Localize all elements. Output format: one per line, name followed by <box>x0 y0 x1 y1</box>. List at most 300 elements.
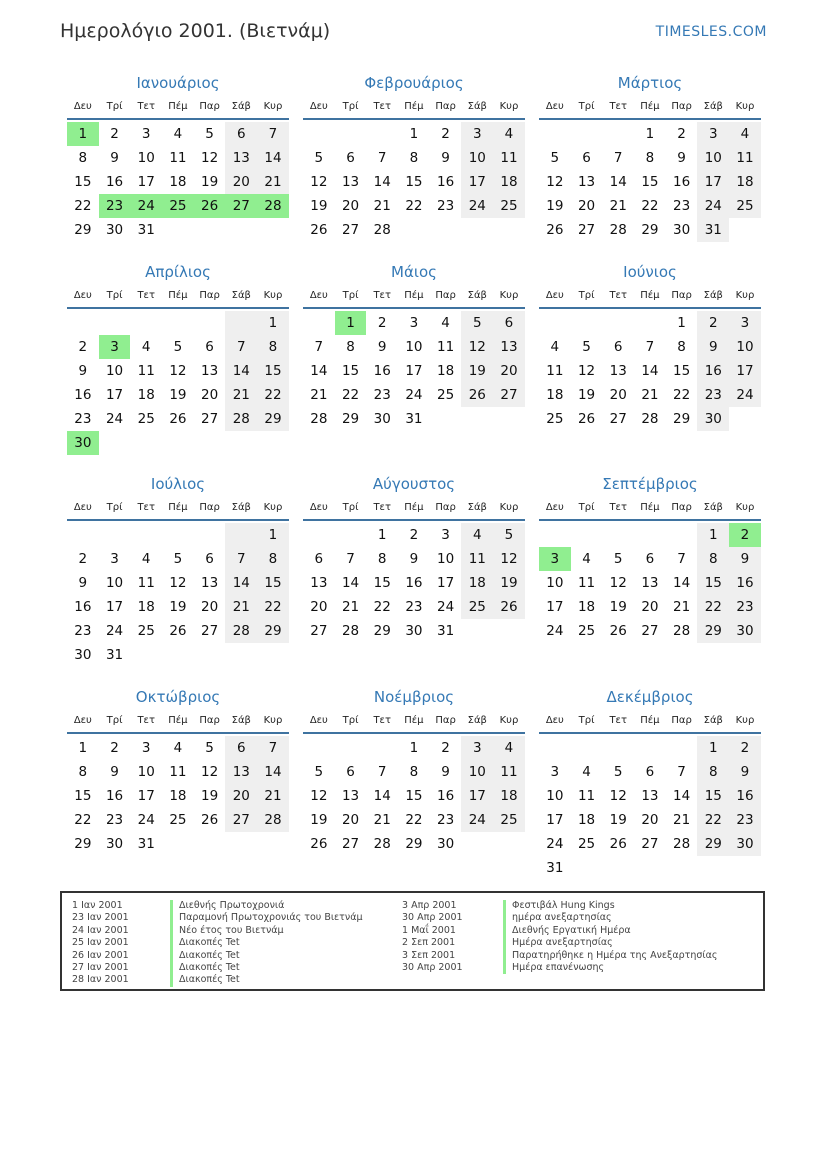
day-cell: 18 <box>169 788 187 804</box>
weekday-label: Κυρ <box>499 101 519 112</box>
weekday-label: Τετ <box>373 101 391 112</box>
weekday-header <box>67 496 289 521</box>
day-cell: 14 <box>373 788 391 804</box>
day-cell: 30 <box>105 222 124 238</box>
weekday-label: Τρί <box>342 290 359 301</box>
day-cell: 14 <box>373 174 391 190</box>
day-cell: 16 <box>373 363 391 379</box>
day-cell: 23 <box>74 623 92 639</box>
day-cell: 26 <box>461 383 493 407</box>
day-cell: 5 <box>613 764 623 780</box>
day-cell: 21 <box>609 198 627 214</box>
holiday-day-cell: 26 <box>194 194 226 218</box>
weekday-label: Παρ <box>199 715 220 726</box>
day-cell: 17 <box>461 784 493 808</box>
legend-holiday-name: Παραμονή Πρωτοχρονιάς του Βιετνάμ <box>170 912 363 924</box>
day-cell: 2 <box>441 740 450 756</box>
empty-day-cell <box>493 832 525 856</box>
empty-day-cell <box>194 431 226 455</box>
empty-day-cell <box>225 218 257 242</box>
day-cell: 24 <box>461 808 493 832</box>
empty-day-cell <box>257 431 289 455</box>
day-cell: 8 <box>697 547 729 571</box>
legend-holiday-name: Διεθνής Πρωτοχρονιά <box>170 900 363 912</box>
day-cell: 27 <box>609 411 627 427</box>
weekday-label: Πέμ <box>640 290 660 301</box>
legend-holiday-name: Διακοπές Tet <box>170 962 363 974</box>
day-cell: 6 <box>346 764 355 780</box>
day-cell: 9 <box>441 150 450 166</box>
day-cell: 11 <box>493 146 525 170</box>
day-cell: 21 <box>641 387 659 403</box>
day-cell: 7 <box>257 736 289 760</box>
day-cell: 28 <box>673 623 691 639</box>
day-cell: 19 <box>493 571 525 595</box>
day-cell: 31 <box>137 222 155 238</box>
day-cell: 4 <box>173 740 183 756</box>
day-cell: 9 <box>78 575 88 591</box>
weekday-label: Παρ <box>435 715 456 726</box>
day-cell: 9 <box>110 764 119 780</box>
empty-day-cell <box>430 407 462 431</box>
day-cell: 10 <box>546 788 564 804</box>
empty-day-cell <box>602 523 634 547</box>
day-cell: 14 <box>609 174 627 190</box>
day-cell: 4 <box>441 315 450 331</box>
day-cell: 17 <box>546 599 564 615</box>
day-cell: 10 <box>137 764 155 780</box>
day-cell: 16 <box>729 571 761 595</box>
day-cell: 6 <box>493 311 525 335</box>
day-cell: 20 <box>201 387 219 403</box>
day-cell: 3 <box>729 311 761 335</box>
weekday-label: Δευ <box>73 715 92 726</box>
month-name: Ιούνιος <box>623 263 677 281</box>
weekday-header <box>303 284 525 309</box>
day-cell: 23 <box>373 387 391 403</box>
day-cell: 6 <box>645 551 655 567</box>
empty-day-cell <box>335 122 367 146</box>
day-cell: 29 <box>697 832 729 856</box>
day-cell: 3 <box>461 122 493 146</box>
day-cell: 6 <box>582 150 591 166</box>
day-cell: 15 <box>405 788 423 804</box>
weekday-label: Σάβ <box>231 502 251 513</box>
day-cell: 2 <box>729 736 761 760</box>
day-cell: 28 <box>641 411 659 427</box>
day-cell: 2 <box>78 339 88 355</box>
day-cell: 1 <box>78 740 88 756</box>
day-cell: 13 <box>577 174 596 190</box>
month-block <box>67 71 289 242</box>
legend-holiday-name: Διακοπές Tet <box>170 950 363 962</box>
weekday-label: Παρ <box>671 101 692 112</box>
day-cell: 21 <box>257 784 289 808</box>
weekday-label: Δευ <box>73 502 92 513</box>
day-grid <box>303 122 525 242</box>
legend-right-names <box>503 900 717 974</box>
month-block <box>303 472 525 643</box>
day-cell: 5 <box>205 126 214 142</box>
day-cell: 14 <box>673 575 691 591</box>
day-cell: 20 <box>310 599 328 615</box>
holiday-day-cell: 27 <box>225 194 257 218</box>
day-cell: 29 <box>74 836 92 852</box>
day-cell: 23 <box>697 383 729 407</box>
month-block <box>539 472 761 643</box>
weekday-label: Δευ <box>309 101 328 112</box>
day-cell: 21 <box>225 383 257 407</box>
weekday-label: Πέμ <box>168 290 188 301</box>
holiday-day-cell: 2 <box>729 523 761 547</box>
weekday-label: Κυρ <box>263 290 283 301</box>
day-cell: 2 <box>110 126 119 142</box>
weekday-label: Παρ <box>435 101 456 112</box>
empty-day-cell <box>303 736 335 760</box>
weekday-label: Παρ <box>671 715 692 726</box>
month-block <box>303 260 525 431</box>
weekday-label: Τρί <box>578 715 595 726</box>
day-cell: 23 <box>437 198 455 214</box>
day-cell: 7 <box>377 764 387 780</box>
weekday-label: Τετ <box>373 715 391 726</box>
day-cell: 3 <box>141 126 151 142</box>
day-cell: 3 <box>550 764 560 780</box>
month-name: Αύγουστος <box>372 475 456 493</box>
empty-day-cell <box>602 856 634 880</box>
day-cell: 8 <box>78 150 88 166</box>
holiday-legend <box>60 891 765 991</box>
weekday-label: Δευ <box>73 101 92 112</box>
weekday-label: Παρ <box>199 101 220 112</box>
day-cell: 15 <box>697 784 729 808</box>
weekday-label: Τετ <box>373 502 391 513</box>
weekday-label: Τρί <box>578 101 595 112</box>
day-cell: 1 <box>377 527 387 543</box>
weekday-label: Τετ <box>609 290 627 301</box>
day-cell: 16 <box>437 174 455 190</box>
day-cell: 28 <box>257 808 289 832</box>
legend-holiday-name: Διακοπές Tet <box>170 974 363 986</box>
day-cell: 15 <box>697 571 729 595</box>
weekday-label: Δευ <box>309 290 328 301</box>
day-cell: 12 <box>201 150 219 166</box>
legend-holiday-date: 25 Ιαν 2001 <box>72 937 129 949</box>
day-cell: 16 <box>105 788 124 804</box>
weekday-header <box>67 95 289 120</box>
empty-day-cell <box>430 218 462 242</box>
day-cell: 13 <box>341 788 360 804</box>
day-cell: 15 <box>405 174 423 190</box>
day-grid <box>303 736 525 856</box>
day-cell: 22 <box>641 198 659 214</box>
holiday-day-cell: 3 <box>539 547 571 571</box>
day-grid <box>303 311 525 431</box>
day-cell: 6 <box>645 764 655 780</box>
day-cell: 29 <box>405 836 423 852</box>
day-cell: 1 <box>697 736 729 760</box>
day-cell: 15 <box>257 571 289 595</box>
day-cell: 31 <box>137 836 155 852</box>
day-cell: 3 <box>697 122 729 146</box>
day-cell: 17 <box>697 170 729 194</box>
day-cell: 19 <box>201 788 219 804</box>
day-cell: 28 <box>341 623 360 639</box>
day-cell: 4 <box>173 126 183 142</box>
day-cell: 3 <box>461 736 493 760</box>
day-cell: 18 <box>546 387 564 403</box>
day-cell: 31 <box>697 218 729 242</box>
empty-day-cell <box>539 311 571 335</box>
day-cell: 11 <box>729 146 761 170</box>
weekday-label: Κυρ <box>735 290 755 301</box>
day-cell: 10 <box>105 575 124 591</box>
holiday-day-cell: 24 <box>130 194 162 218</box>
day-cell: 20 <box>341 198 360 214</box>
weekday-label: Σάβ <box>467 101 487 112</box>
day-cell: 25 <box>493 194 525 218</box>
day-cell: 8 <box>78 764 88 780</box>
day-cell: 2 <box>377 315 387 331</box>
weekday-label: Δευ <box>309 502 328 513</box>
empty-day-cell <box>335 736 367 760</box>
day-cell: 29 <box>373 623 391 639</box>
day-cell: 10 <box>546 575 564 591</box>
day-cell: 5 <box>461 311 493 335</box>
weekday-label: Σάβ <box>703 290 723 301</box>
weekday-label: Πέμ <box>168 715 188 726</box>
day-cell: 20 <box>641 599 659 615</box>
day-cell: 20 <box>577 198 596 214</box>
day-cell: 26 <box>609 623 627 639</box>
weekday-label: Σάβ <box>703 101 723 112</box>
day-cell: 14 <box>225 359 257 383</box>
empty-day-cell <box>493 619 525 643</box>
day-cell: 12 <box>310 174 328 190</box>
day-cell: 26 <box>609 836 627 852</box>
month-block <box>539 71 761 242</box>
day-cell: 10 <box>461 760 493 784</box>
brand-link[interactable]: TIMESLES.COM <box>655 24 767 40</box>
day-cell: 24 <box>729 383 761 407</box>
day-cell: 4 <box>582 551 591 567</box>
day-cell: 8 <box>677 339 686 355</box>
weekday-label: Πέμ <box>640 502 660 513</box>
day-cell: 13 <box>641 788 659 804</box>
weekday-header <box>303 709 525 734</box>
legend-holiday-date: 30 Απρ 2001 <box>402 912 463 924</box>
day-cell: 24 <box>405 387 423 403</box>
day-cell: 4 <box>729 122 761 146</box>
day-cell: 19 <box>609 599 627 615</box>
weekday-label: Κυρ <box>499 715 519 726</box>
day-cell: 19 <box>461 359 493 383</box>
weekday-header <box>303 496 525 521</box>
day-cell: 14 <box>257 146 289 170</box>
empty-day-cell <box>99 311 131 335</box>
day-cell: 17 <box>461 170 493 194</box>
day-grid <box>539 736 761 880</box>
day-cell: 20 <box>609 387 627 403</box>
day-grid <box>539 311 761 431</box>
day-grid <box>67 122 289 242</box>
day-cell: 25 <box>729 194 761 218</box>
day-cell: 11 <box>169 150 187 166</box>
day-cell: 20 <box>341 812 360 828</box>
weekday-label: Τετ <box>373 290 391 301</box>
weekday-label: Πέμ <box>404 502 424 513</box>
weekday-label: Τρί <box>578 290 595 301</box>
legend-left-names <box>170 900 363 987</box>
empty-day-cell <box>666 736 698 760</box>
empty-day-cell <box>99 523 131 547</box>
month-name: Μάιος <box>391 263 437 281</box>
weekday-label: Δευ <box>545 715 564 726</box>
day-cell: 21 <box>373 812 391 828</box>
weekday-label: Τετ <box>137 101 155 112</box>
day-cell: 13 <box>493 335 525 359</box>
day-cell: 22 <box>405 198 423 214</box>
day-cell: 18 <box>729 170 761 194</box>
weekday-label: Τρί <box>578 502 595 513</box>
weekday-label: Κυρ <box>735 502 755 513</box>
legend-holiday-date: 28 Ιαν 2001 <box>72 974 129 986</box>
day-cell: 30 <box>729 832 761 856</box>
empty-day-cell <box>303 122 335 146</box>
day-cell: 7 <box>346 551 355 567</box>
empty-day-cell <box>130 643 162 667</box>
empty-day-cell <box>225 523 257 547</box>
empty-day-cell <box>539 523 571 547</box>
month-name: Δεκέμβριος <box>606 688 694 706</box>
weekday-header <box>539 709 761 734</box>
legend-holiday-name: Ημέρα ανεξαρτησίας <box>503 937 717 949</box>
day-cell: 27 <box>225 808 257 832</box>
day-cell: 20 <box>225 170 257 194</box>
day-cell: 22 <box>697 595 729 619</box>
weekday-label: Τετ <box>137 290 155 301</box>
weekday-label: Τρί <box>342 101 359 112</box>
day-cell: 27 <box>341 836 360 852</box>
day-cell: 21 <box>225 595 257 619</box>
day-cell: 22 <box>341 387 360 403</box>
legend-left-dates <box>72 900 129 987</box>
weekday-label: Πέμ <box>404 101 424 112</box>
day-cell: 30 <box>405 623 423 639</box>
empty-day-cell <box>162 431 194 455</box>
day-cell: 28 <box>225 619 257 643</box>
day-cell: 3 <box>441 527 450 543</box>
day-cell: 14 <box>341 575 360 591</box>
day-cell: 18 <box>137 387 155 403</box>
day-cell: 7 <box>645 339 655 355</box>
day-cell: 25 <box>577 623 596 639</box>
day-cell: 16 <box>697 359 729 383</box>
weekday-label: Παρ <box>671 502 692 513</box>
day-cell: 18 <box>577 599 596 615</box>
day-cell: 29 <box>341 411 360 427</box>
day-cell: 23 <box>673 198 691 214</box>
day-cell: 19 <box>577 387 596 403</box>
day-cell: 12 <box>169 575 187 591</box>
month-name: Ιούλιος <box>150 475 206 493</box>
day-cell: 7 <box>377 150 387 166</box>
month-block <box>67 472 289 667</box>
empty-day-cell <box>634 523 666 547</box>
empty-day-cell <box>461 218 493 242</box>
day-cell: 23 <box>437 812 455 828</box>
day-cell: 25 <box>577 836 596 852</box>
empty-day-cell <box>162 218 194 242</box>
weekday-label: Παρ <box>671 290 692 301</box>
day-cell: 6 <box>225 122 257 146</box>
day-cell: 23 <box>74 411 92 427</box>
day-cell: 27 <box>341 222 360 238</box>
day-cell: 8 <box>409 150 419 166</box>
day-cell: 19 <box>609 812 627 828</box>
day-cell: 17 <box>405 363 423 379</box>
month-block <box>539 685 761 880</box>
day-cell: 13 <box>225 146 257 170</box>
day-cell: 12 <box>169 363 187 379</box>
day-cell: 28 <box>225 407 257 431</box>
legend-holiday-date: 27 Ιαν 2001 <box>72 961 129 973</box>
day-cell: 15 <box>341 363 360 379</box>
day-cell: 9 <box>729 547 761 571</box>
weekday-header <box>67 709 289 734</box>
day-cell: 30 <box>697 407 729 431</box>
day-cell: 20 <box>201 599 219 615</box>
day-cell: 14 <box>257 760 289 784</box>
day-cell: 17 <box>729 359 761 383</box>
month-name: Ιανουάριος <box>136 74 220 92</box>
weekday-label: Σάβ <box>467 290 487 301</box>
day-cell: 29 <box>257 619 289 643</box>
day-cell: 26 <box>169 623 187 639</box>
empty-day-cell <box>67 523 99 547</box>
weekday-label: Πέμ <box>404 715 424 726</box>
empty-day-cell <box>225 832 257 856</box>
weekday-header <box>67 284 289 309</box>
day-cell: 9 <box>409 551 419 567</box>
legend-right-dates <box>402 900 463 974</box>
day-cell: 22 <box>257 383 289 407</box>
weekday-header <box>303 95 525 120</box>
day-cell: 12 <box>201 764 219 780</box>
day-cell: 7 <box>677 551 686 567</box>
empty-day-cell <box>634 736 666 760</box>
day-cell: 11 <box>461 547 493 571</box>
day-cell: 15 <box>74 174 92 190</box>
day-cell: 31 <box>437 623 455 639</box>
day-cell: 24 <box>437 599 455 615</box>
day-cell: 3 <box>110 551 119 567</box>
day-cell: 23 <box>729 808 761 832</box>
day-cell: 19 <box>310 198 328 214</box>
day-cell: 22 <box>257 595 289 619</box>
holiday-day-cell: 1 <box>67 122 99 146</box>
day-cell: 18 <box>577 812 596 828</box>
holiday-day-cell: 1 <box>335 311 367 335</box>
day-cell: 30 <box>437 836 455 852</box>
weekday-label: Σάβ <box>231 101 251 112</box>
day-cell: 1 <box>697 523 729 547</box>
day-cell: 6 <box>314 551 324 567</box>
day-cell: 4 <box>493 736 525 760</box>
day-cell: 4 <box>141 339 151 355</box>
day-cell: 27 <box>641 836 659 852</box>
holiday-day-cell: 30 <box>67 431 99 455</box>
